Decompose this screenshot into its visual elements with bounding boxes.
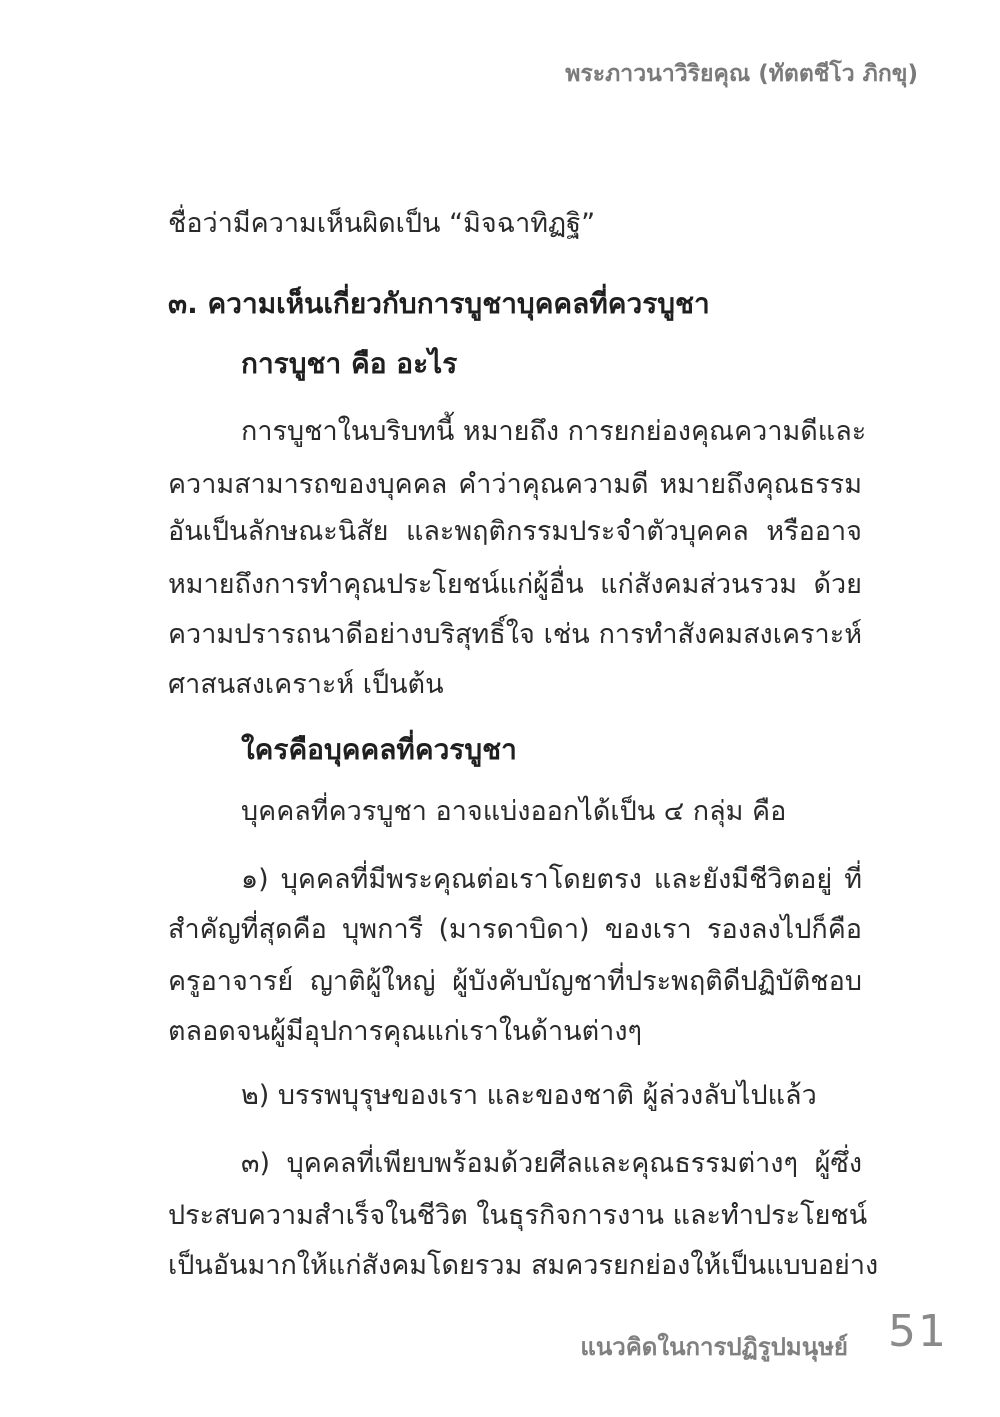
page-number: 51 [888, 1306, 948, 1357]
list-item-line: ๒) บรรพบุรุษของเรา และของชาติ ผู้ล่วงลับไปแล้ว [241, 1080, 817, 1111]
running-header: พระภาวนาวิริยคุณ (ทัตตชีโว ภิกขุ) [565, 61, 918, 87]
paragraph-line: อันเป็นลักษณะนิสัย และพฤติกรรมประจำตัวบุคคล หรืออาจ [168, 516, 862, 547]
list-item-line: ครูอาจารย์ ญาติผู้ใหญ่ ผู้บังคับบัญชาที่ประพฤติดีปฏิบัติชอบ [168, 966, 862, 997]
paragraph-line: ความสามารถของบุคคล คำว่าคุณความดี หมายถึงคุณธรรม [168, 469, 862, 500]
paragraph-line: การบูชาในบริบทนี้ หมายถึง การยกย่องคุณความดีและ [241, 416, 867, 447]
list-item-line: ๓) บุคคลที่เพียบพร้อมด้วยศีลและคุณธรรมต่างๆ ผู้ซึ่ง [241, 1148, 862, 1179]
subheading: การบูชา คือ อะไร [241, 347, 458, 380]
paragraph-line: ศาสนสงเคราะห์ เป็นต้น [168, 669, 444, 700]
subheading: ใครคือบุคคลที่ควรบูชา [241, 733, 517, 766]
list-item-line: ๑) บุคคลที่มีพระคุณต่อเราโดยตรง และยังมีชีวิตอยู่ ที่ [241, 864, 862, 895]
section-heading: ๓. ความเห็นเกี่ยวกับการบูชาบุคคลที่ควรบูชา [168, 287, 710, 320]
text-line: ชื่อว่ามีความเห็นผิดเป็น “มิจฉาทิฏฐิ” [168, 208, 596, 239]
paragraph-line: บุคคลที่ควรบูชา อาจแบ่งออกได้เป็น ๔ กลุ่ม คือ [241, 796, 787, 827]
list-item-line: ประสบความสำเร็จในชีวิต ในธุรกิจการงาน และทำประโยชน์ [168, 1200, 868, 1231]
footer-book-title: แนวคิดในการปฏิรูปมนุษย์ [580, 1333, 848, 1361]
list-item-line: เป็นอันมากให้แก่สังคมโดยรวม สมควรยกย่องให้เป็นแบบอย่าง [168, 1250, 879, 1281]
list-item-line: ตลอดจนผู้มีอุปการคุณแก่เราในด้านต่างๆ [168, 1016, 643, 1047]
paragraph-line: ความปรารถนาดีอย่างบริสุทธิ์ใจ เช่น การทำสังคมสงเคราะห์ [168, 619, 862, 650]
paragraph-line: หมายถึงการทำคุณประโยชน์แก่ผู้อื่น แก่สังคมส่วนรวม ด้วย [168, 569, 862, 600]
list-item-line: สำคัญที่สุดคือ บุพการี (มารดาบิดา) ของเรา รองลงไปก็คือ [168, 914, 862, 945]
